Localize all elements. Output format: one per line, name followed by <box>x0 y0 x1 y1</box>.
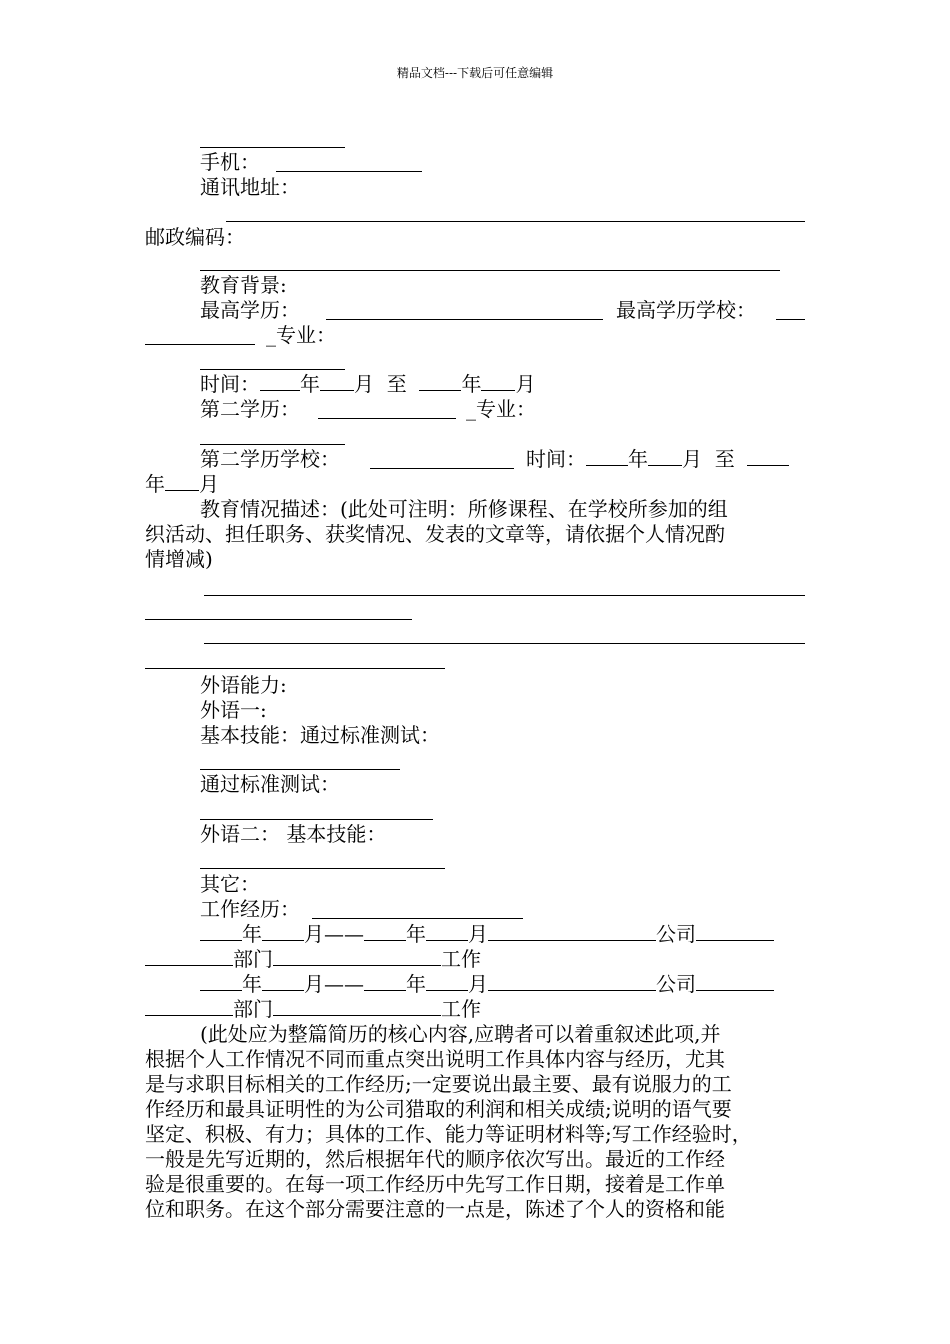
body-line: 验是很重要的。在每一项工作经历中先写工作日期，接着是工作单 <box>145 1172 725 1196</box>
year-text: 年 <box>461 372 482 396</box>
education-description: 教育情况描述：(此处可注明：所修课程、在学校所参加的组 <box>200 497 728 521</box>
work-entry-row-cont <box>145 997 481 1022</box>
work-entry-row-cont <box>145 947 481 972</box>
company-text: 公司 <box>656 922 696 946</box>
major-label: _专业： <box>266 323 336 347</box>
month-text: 月 <box>199 472 219 496</box>
page-header: 精品文档---下载后可任意编辑 <box>396 66 554 80</box>
education-heading: 教育背景: <box>200 273 287 297</box>
body-line: 位和职务。在这个部分需要注意的一点是，陈述了个人的资格和能 <box>145 1197 725 1221</box>
month-dash-text: 月—— <box>304 922 364 946</box>
postal-row <box>145 225 245 250</box>
address-label: 通讯地址： <box>200 175 300 199</box>
body-line: 坚定、积极、有力；具体的工作、能力等证明材料等;写工作经验时， <box>145 1122 752 1146</box>
month-text: 月 <box>515 372 536 396</box>
education-description: 情增减) <box>145 547 213 571</box>
body-line: 一般是先写近期的，然后根据年代的顺序依次写出。最近的工作经 <box>145 1147 725 1171</box>
second-major-blank <box>200 444 345 445</box>
major-blank <box>200 369 345 370</box>
highest-school-blank <box>776 319 805 320</box>
year-text: 年 <box>628 447 648 471</box>
postal-label: 邮政编码： <box>145 225 245 249</box>
major-row <box>266 323 336 348</box>
highest-degree-label: 最高学历： <box>200 298 300 322</box>
year-text: 年 <box>242 922 262 946</box>
to-text: 至 <box>714 447 735 471</box>
phone-row <box>200 150 260 175</box>
year-text: 年 <box>242 972 262 996</box>
passed-test-blank <box>200 819 433 820</box>
highest-school-row <box>616 298 756 323</box>
description-blank <box>204 595 805 596</box>
body-line: (此处应为整篇简历的核心内容,应聘者可以着重叙述此项,并 <box>200 1022 721 1046</box>
highest-degree-blank <box>326 319 603 320</box>
address-blank <box>226 221 805 222</box>
time-label: 时间： <box>526 447 586 471</box>
work-entry-row <box>200 922 774 947</box>
second-school-blank <box>370 468 514 469</box>
job-text: 工作 <box>441 997 481 1021</box>
body-line: 根据个人工作情况不同而重点突出说明工作具体内容与经历，尤其 <box>145 1047 725 1071</box>
basic-skill-blank <box>200 769 400 770</box>
body-line: 是与求职目标相关的工作经历;一定要说出最主要、最有说服力的工 <box>145 1072 732 1096</box>
job-text: 工作 <box>441 947 481 971</box>
department-text: 部门 <box>233 947 273 971</box>
second-school-label: 第二学历学校： <box>200 447 340 471</box>
description-blank <box>145 668 445 669</box>
year-text: 年 <box>406 972 426 996</box>
year-text: 年 <box>145 472 165 496</box>
education-description: 织活动、担任职务、获奖情况、发表的文章等，请依据个人情况酌 <box>145 522 725 546</box>
highest-school-blank-cont <box>145 344 255 345</box>
work-label-blank <box>312 918 523 919</box>
address-row <box>200 175 300 200</box>
language-basic-skill: 基本技能：通过标准测试： <box>200 723 440 747</box>
second-degree-label: 第二学历： <box>200 397 300 421</box>
month-text: 月 <box>468 972 488 996</box>
work-entry-row <box>200 972 774 997</box>
body-line: 作经历和最具证明性的为公司猎取的利润和相关成绩;说明的语气要 <box>145 1097 732 1121</box>
time-row <box>200 372 535 397</box>
language-passed-test: 通过标准测试： <box>200 772 340 796</box>
postal-blank <box>200 270 780 271</box>
time-label: 时间： <box>200 372 260 396</box>
second-major-row <box>466 397 536 422</box>
phone-blank <box>276 171 422 172</box>
second-time-row <box>526 447 789 472</box>
language-heading: 外语能力: <box>200 673 287 697</box>
language-other: 其它： <box>200 872 260 896</box>
description-blank <box>204 643 805 644</box>
blank-line <box>200 147 345 148</box>
second-language-blank <box>200 868 445 869</box>
work-label-row <box>200 897 300 922</box>
language-second: 外语二： 基本技能： <box>200 822 387 846</box>
second-school-row <box>200 447 340 472</box>
year-text: 年 <box>300 372 320 396</box>
month-text: 月 <box>682 447 702 471</box>
highest-school-label: 最高学历学校： <box>616 298 756 322</box>
phone-label: 手机： <box>200 150 260 174</box>
description-blank <box>145 619 412 620</box>
second-degree-row <box>200 397 300 422</box>
second-degree-blank <box>318 418 456 419</box>
month-text: 月 <box>468 922 488 946</box>
company-text: 公司 <box>656 972 696 996</box>
month-text: 月 <box>354 372 374 396</box>
department-text: 部门 <box>233 997 273 1021</box>
second-major-label: _专业： <box>466 397 536 421</box>
month-dash-text: 月—— <box>304 972 364 996</box>
highest-degree-row <box>200 298 300 323</box>
year-text: 年 <box>406 922 426 946</box>
language-first: 外语一: <box>200 698 267 722</box>
to-text: 至 <box>386 372 407 396</box>
second-time-row-cont <box>145 472 219 497</box>
work-label: 工作经历： <box>200 897 300 921</box>
